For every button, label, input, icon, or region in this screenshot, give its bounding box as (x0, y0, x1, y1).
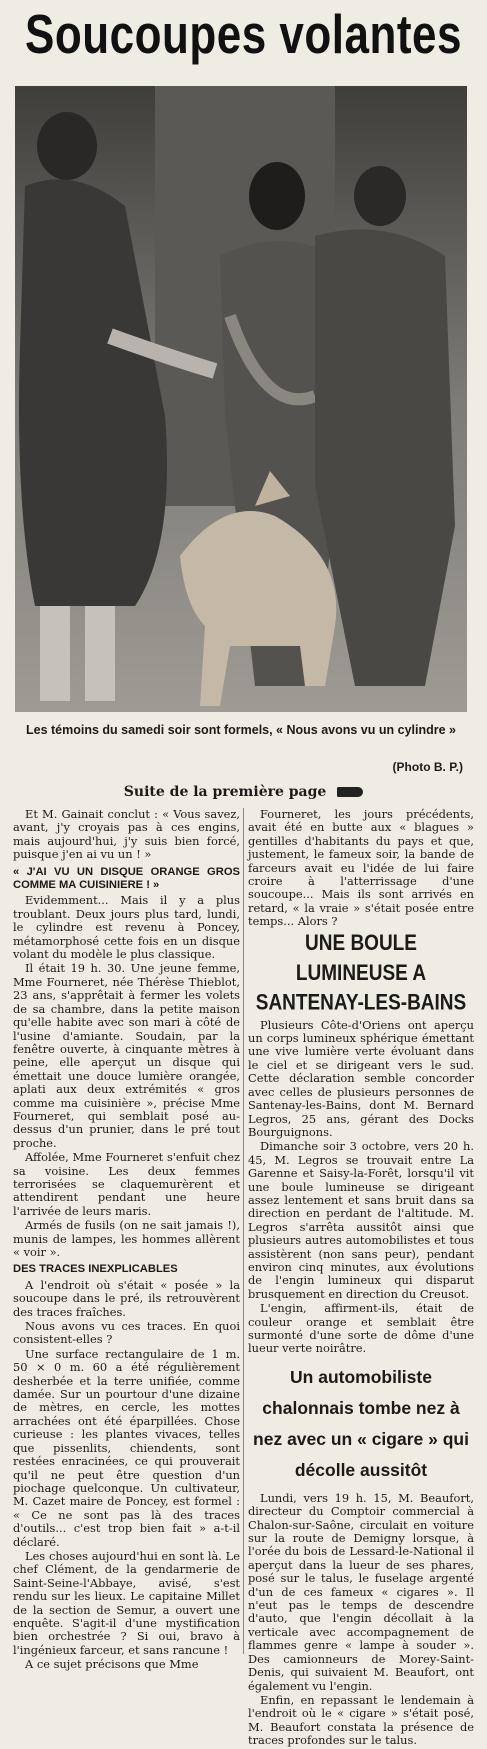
paragraph: Plusieurs Côte-d'Oriens ont aperçu un corps lumineux sphérique émettant une vive lumière verte évoluant dans le ciel et se dirigeant vers le sud. Cette déclaration semble concorder avec celles de plusieurs personnes de Santenay-les-Bains, dont M. Bernard Legros, 25 ans, gérant des Docks Bourguignons. (248, 1017, 474, 1139)
right-column (248, 808, 474, 1749)
column-divider (243, 808, 244, 1654)
section-heading-cigare: Un automobiliste chalonnais tombe nez à nez avec un « cigare » qui décolle aussitôt (253, 1366, 469, 1480)
continued-label: Suite de la première page (123, 784, 327, 800)
photo-credit: (Photo B. P.) (392, 760, 463, 774)
pointing-hand-icon (337, 787, 363, 797)
continued-banner (0, 784, 487, 800)
headline: Soucoupes volantes (25, 4, 462, 66)
paragraph: Evidemment... Mais il y a plus troublant. Deux jours plus tard, lundi, le cylindre est revenu à Poncey, métamorphosé cette fois en un disque volant du modèle le plus classique. (13, 893, 240, 962)
left-column (13, 808, 240, 1673)
santenay-article (248, 1019, 474, 1356)
subheading: « J'AI VU UN DISQUE ORANGE GROS COMME MA CUISINIERE ! » (13, 865, 240, 892)
photo-caption: Les témoins du samedi soir sont formels, « Nous avons vu un cylindre » (26, 723, 456, 737)
section-heading-santenay: UNE BOULE LUMINEUSE A SANTENAY-LES-BAINS (255, 931, 467, 1016)
paragraph: Et M. Gainait conclut : « Vous savez, avant, j'y croyais pas à ces engins, mais aujourd'hui, j'y suis bien forcé, puisque j'en ai vu un ! » (13, 807, 240, 862)
paragraph: Il était 19 h. 30. Une jeune femme, Mme Fourneret, née Thérèse Thieblot, 23 ans, s'apprêtait à fermer les volets de sa chambre, dans la petite maison qu'elle habite avec son mari à côté de l'usine d'amiante. Soudain, par la fenêtre ouverte, à cinquante mètres à peine, elle aperçut un disque qui émettait une douce lumière orangée, aplati aux deux extrémités « gros comme ma cuisinière », précise Mme Fourneret, qui semblait posé au-dessus d'un prunier, dans le pré tout proche. (13, 961, 240, 1150)
paragraph: Lundi, vers 19 h. 15, M. Beaufort, directeur du Comptoir commercial à Chalon-sur-Saône, circulait en voiture sur la route de Demigny lorsque, à l'orée du bois de Lessard-le-National il aperçut dans la lueur de ses phares, posé sur le talus, le fuselage argenté d'un de ces fameux « cigares ». Il n'eut pas le temps de descendre d'auto, que l'engin décollait à la verticale avec accompagnement de flammes genre « lampe à souder ». Des camionneurs de Morey-Saint-Denis, qui suivaient M. Beaufort, ont également vu l'engin. (248, 1490, 474, 1693)
paragraph: A l'endroit où s'était « posée » la soucoupe dans le pré, ils retrouvèrent des traces fraîches. (13, 1277, 240, 1319)
right-column-intro (248, 808, 474, 929)
paragraph: A ce sujet précisons que Mme (25, 1657, 199, 1672)
cigare-article (248, 1492, 474, 1748)
paragraph: L'engin, affirment-ils, était de couleur orange et semblait être surmonté d'une sorte de dôme d'une lueur verte noirâtre. (248, 1301, 474, 1356)
paragraph: Fourneret, les jours précédents, avait été en butte aux « blagues » gentilles d'habitants du pays et que, justement, le fameux soir, la bande de farceurs avait eu l'idée de lui faire croire à l'atterrissage d'une soucoupe... Mais ils sont arrivés en retard, « la vraie » s'était posée entre temps... Alors ? (248, 807, 474, 929)
paragraph: Nous avons vu ces traces. En quoi consistent-elles ? (13, 1319, 240, 1347)
paragraph: Une surface rectangulaire de 1 m. 50 × 0 m. 60 a été régulièrement desherbée et la terre unifiée, comme damée. Sur un pourtour d'une dizaine de mètres, en cercle, les mottes arrachées ont été éparpillées. Chose curieuse : les plantes vivaces, telles que pissenlits, chiendents, sont restées enracinées, ce qui prouverait qu'il ne peut être question d'un piochage quelconque. Un cultivateur, M. Cazet maire de Poncey, est formel : « Ce ne sont pas là des traces d'outils... c'est trop bien fait » a-t-il déclaré. (13, 1346, 240, 1549)
paragraph: Affolée, Mme Fourneret s'enfuit chez sa voisine. Les deux femmes terrorisées se claquemurèrent et attendirent pendant une heure l'arrivée de leurs maris. (13, 1150, 240, 1218)
subheading: DES TRACES INEXPLICABLES (13, 1263, 178, 1276)
paragraph: Enfin, en repassant le lendemain à l'endroit où le « cigare » s'était posé, M. Beaufort constata la présence de traces profondes sur le talus. (248, 1692, 474, 1748)
witnesses-photo (15, 86, 467, 712)
paragraph: Armés de fusils (on ne sait jamais !), munis de lampes, les hommes allèrent « voir ». (13, 1218, 240, 1259)
paragraph: Les choses aujourd'hui en sont là. Le chef Clément, de la gendarmerie de Saint-Seine-l'Abbaye, avisé, s'est rendu sur les lieux. Le capitaine Millet de la section de Semur, a ouvert une enquête. S'agit-il d'une mystification bien orchestrée ? Si oui, bravo à l'ingénieux farceur, et sans rancune ! (13, 1548, 240, 1657)
paragraph: Dimanche soir 3 octobre, vers 20 h. 45, M. Legros se trouvait entre La Garenne et Saisy-la-Forêt, lorsqu'il vit une boule lumineuse se dirigeant assez lentement et sans bruit dans sa direction en perdant de l'altitude. M. Legros s'arrêta aussitôt ainsi que plusieurs autres automobilistes et tous assistèrent (non sans peur), pendant environ cinq minutes, aux évolutions de l'engin lumineux qui disparut brusquement en direction du Creusot. (248, 1139, 474, 1301)
